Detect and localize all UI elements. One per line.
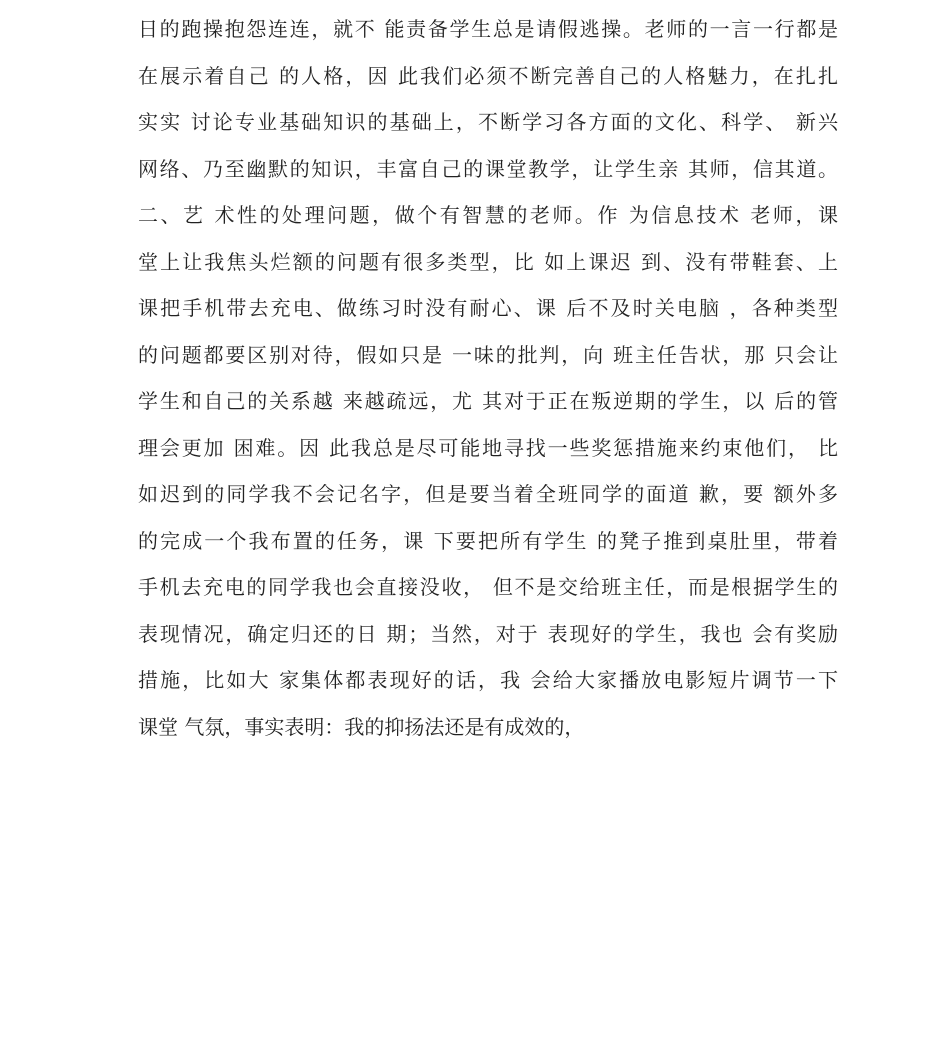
text-line: 网络、乃至幽默的知识，丰富自己的课堂教学，让学生亲 其师，信其道。: [138, 156, 838, 181]
text-line: 学生和自己的关系越 来越疏远，尤 其对于正在叛逆期的学生，以 后的管: [138, 389, 838, 413]
text-line: 实实 讨论专业基础知识的基础上，不断学习各方面的文化、科学、 新兴: [138, 110, 838, 134]
text-line: 手机去充电的同学我也会直接没收， 但不是交给班主任，而是根据学生的: [138, 575, 838, 599]
text-line: 表现情况，确定归还的日 期；当然，对于 表现好的学生，我也 会有奖励: [138, 621, 838, 646]
text-line: 措施，比如大 家集体都表现好的话，我 会给大家播放电影短片调节一下: [138, 668, 838, 692]
text-line: 课把手机带去充电、做练习时没有耐心、课 后不及时关电脑 ，各种类型: [138, 296, 838, 320]
text-line: 理会更加 困难。因 此我总是尽可能地寻找一些奖惩措施来约束他们， 比: [138, 435, 838, 460]
text-line: 的问题都要区别对待，假如只是 一味的批判，向 班主任告状，那 只会让: [138, 342, 838, 367]
text-line: 课堂 气氛，事实表明：我的抑扬法还是有成效的，: [138, 714, 585, 739]
text-line: 日的跑操抱怨连连，就不 能责备学生总是请假逃操。老师的一言一行都是: [138, 17, 838, 41]
text-line: 如迟到的同学我不会记名字，但是要当着全班同学的面道 歉，要 额外多: [138, 482, 838, 506]
text-line: 堂上让我焦头烂额的问题有很多类型，比 如上课迟 到、没有带鞋套、上: [138, 249, 838, 274]
text-line: 在展示着自己 的人格，因 此我们必须不断完善自己的人格魅力，在扎扎: [138, 63, 838, 88]
text-line: 的完成一个我布置的任务，课 下要把所有学生 的凳子推到桌肚里，带着: [138, 528, 838, 553]
text-line: 二、艺 术性的处理问题，做个有智慧的老师。作 为信息技术 老师，课: [138, 203, 838, 227]
body-text: [138, 6, 838, 750]
